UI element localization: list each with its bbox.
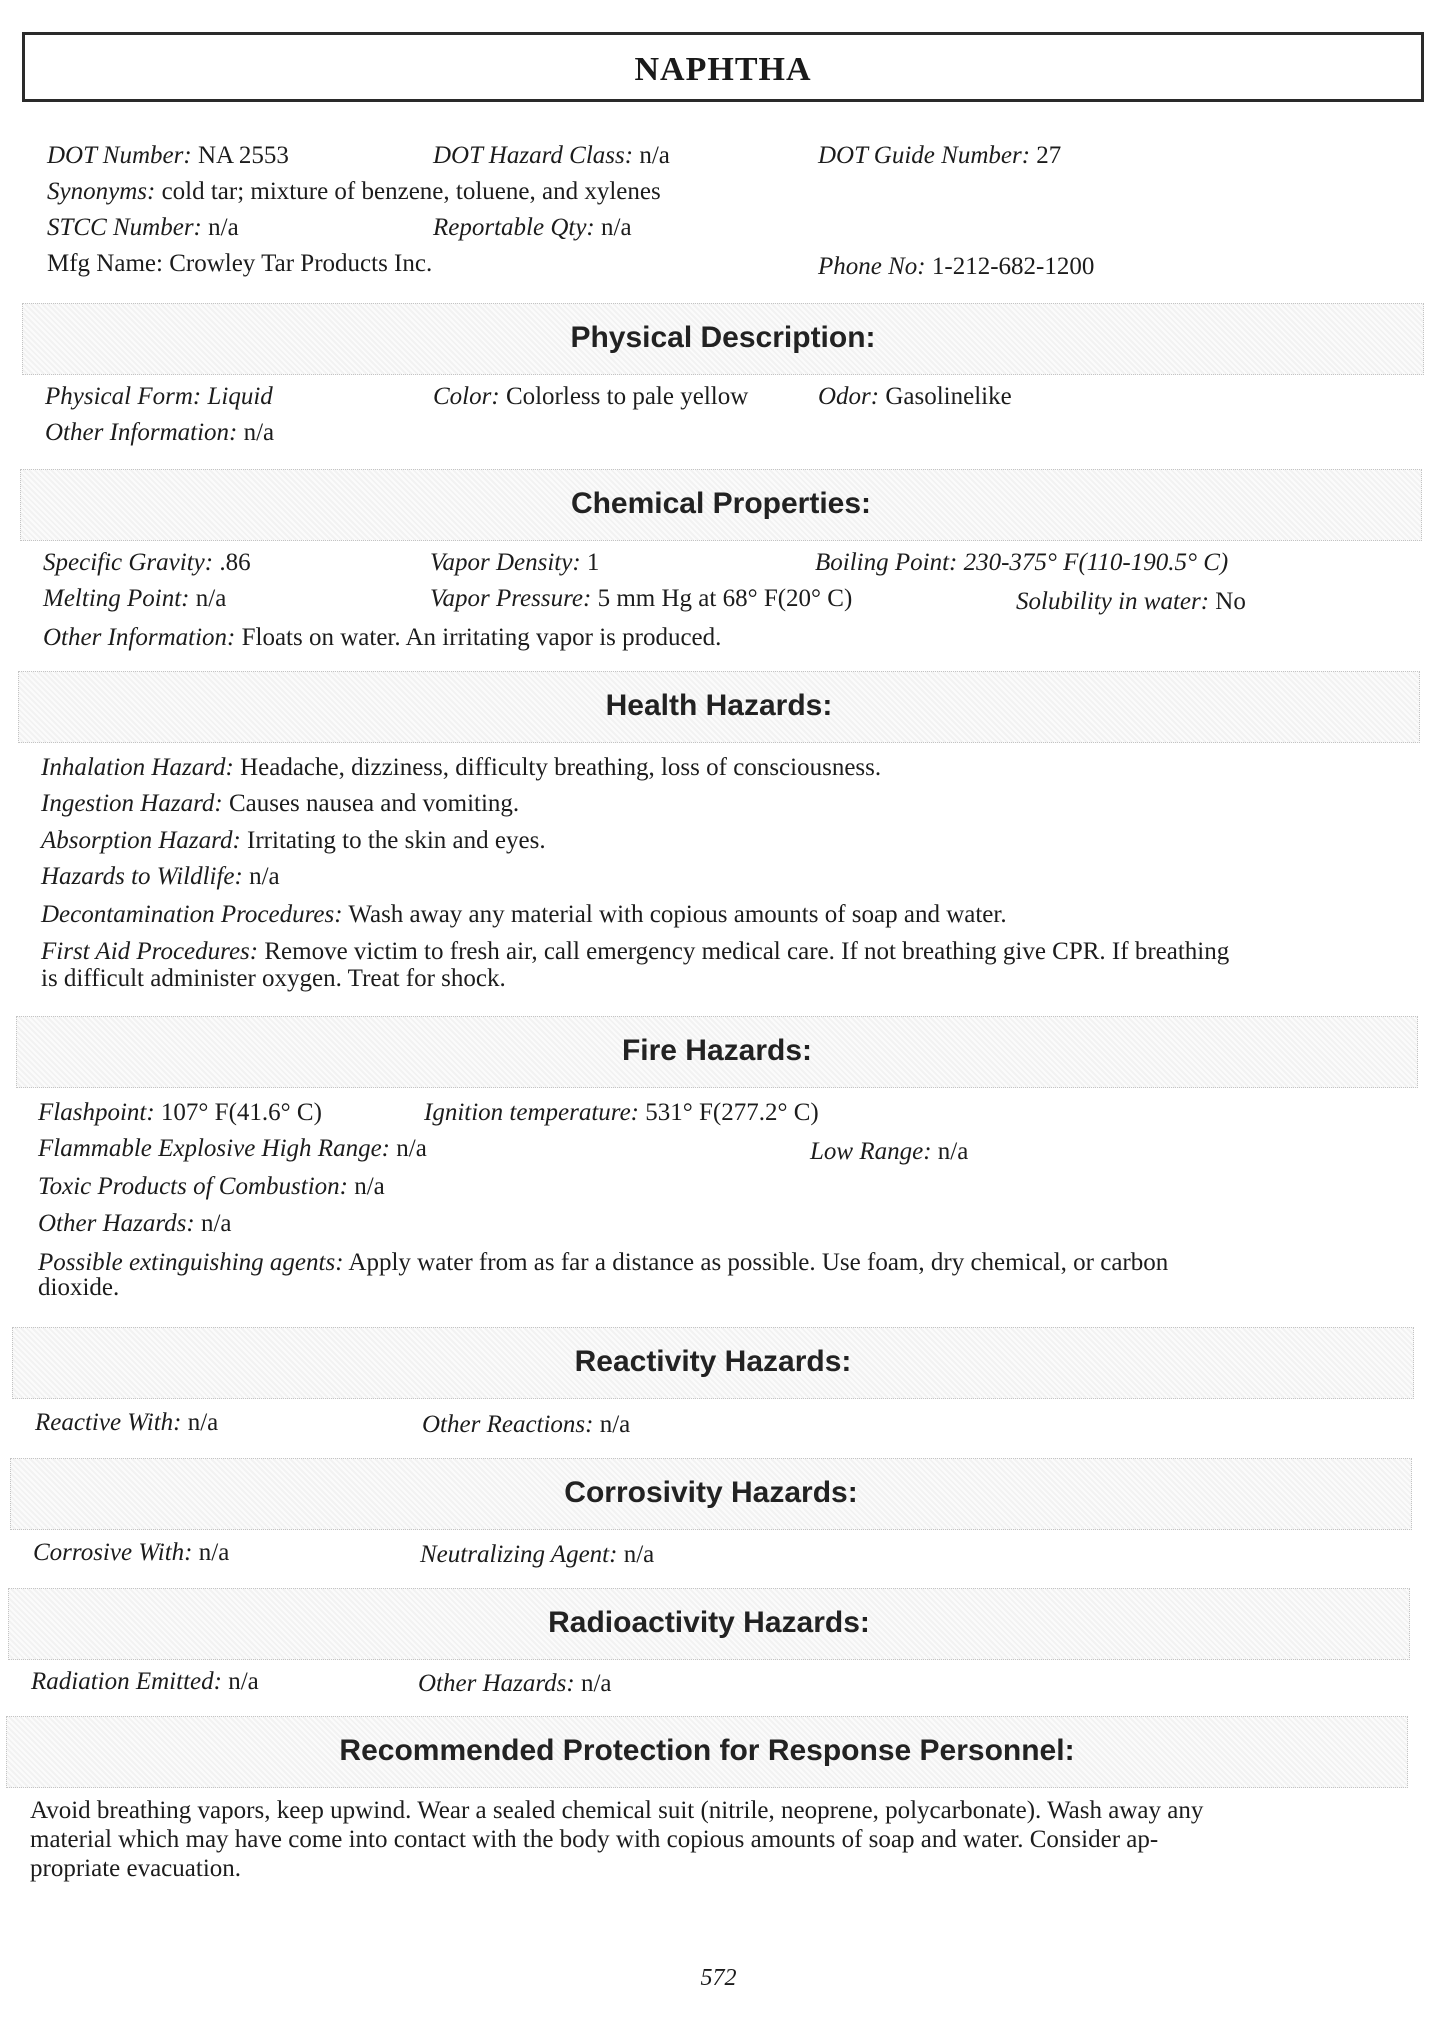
dot-hazard-class-field xyxy=(433,141,670,171)
extinguishing-agents-value: Apply water from as far a distance as possible. Use foam, dry chemical, or carbon xyxy=(348,1249,1169,1276)
odor-label: Odor: xyxy=(818,383,880,410)
corrosivity-hazards-band xyxy=(10,1458,1412,1530)
corrosive-with-field xyxy=(33,1538,229,1568)
radiation-emitted-value: n/a xyxy=(228,1668,259,1695)
color-value: Colorless to pale yellow xyxy=(505,383,749,410)
fire-other-hazards-field xyxy=(38,1209,232,1239)
protection-line: Avoid breathing vapors, keep upwind. Wear a sealed chemical suit (nitrile, neoprene, polycarbonate). Wash away any xyxy=(30,1797,1204,1824)
health-hazards-band xyxy=(18,671,1420,743)
dot-number-field xyxy=(47,141,289,171)
fire-other-hazards-value: n/a xyxy=(200,1210,232,1237)
other-reactions-field xyxy=(422,1410,630,1440)
phone-number-label: Phone No: xyxy=(818,253,926,280)
phone-number-field xyxy=(818,252,1094,282)
neutralizing-agent-label: Neutralizing Agent: xyxy=(420,1541,618,1568)
stcc-number-value: n/a xyxy=(208,214,239,241)
protection-band xyxy=(6,1716,1408,1788)
chemical-properties-heading: Chemical Properties: xyxy=(570,487,872,520)
absorption-hazard-value: Irritating to the skin and eyes. xyxy=(247,827,546,854)
reactive-with-value: n/a xyxy=(187,1409,219,1436)
flashpoint-label: Flashpoint: xyxy=(38,1099,155,1126)
decontamination-label: Decontamination Procedures: xyxy=(41,901,343,928)
high-range-label: Flammable Explosive High Range: xyxy=(38,1135,390,1162)
health-hazards-heading: Health Hazards: xyxy=(605,689,833,722)
specific-gravity-field xyxy=(43,548,251,578)
vapor-pressure-value: 5 mm Hg at 68° F(20° C) xyxy=(597,585,853,612)
fire-hazards-heading: Fire Hazards: xyxy=(621,1034,813,1067)
fire-other-hazards-label: Other Hazards: xyxy=(38,1210,195,1237)
physical-description-heading: Physical Description: xyxy=(570,321,876,354)
reportable-qty-label: Reportable Qty: xyxy=(433,214,595,241)
reactivity-hazards-band xyxy=(12,1327,1414,1399)
dot-guide-number-field xyxy=(818,141,1061,171)
protection-paragraph xyxy=(30,1796,1420,1883)
inhalation-hazard-field xyxy=(41,753,881,783)
fire-hazards-band xyxy=(16,1016,1418,1088)
boiling-point-label: Boiling Point: xyxy=(815,549,958,576)
title-box xyxy=(22,32,1424,102)
neutralizing-agent-value: n/a xyxy=(623,1541,655,1568)
first-aid-value: Remove victim to fresh air, call emergency medical care. If not breathing give CPR. If breathing xyxy=(264,938,1230,965)
ignition-temperature-label: Ignition temperature: xyxy=(424,1099,640,1126)
corrosivity-hazards-heading: Corrosivity Hazards: xyxy=(564,1476,858,1509)
dot-number-label: DOT Number: xyxy=(47,142,192,169)
other-reactions-value: n/a xyxy=(599,1411,631,1438)
stcc-number-field xyxy=(47,213,239,243)
physical-form-value: Liquid xyxy=(207,383,273,410)
ignition-temperature-value: 531° F(277.2° C) xyxy=(645,1099,819,1126)
vapor-density-value: 1 xyxy=(586,549,600,576)
reportable-qty-field xyxy=(433,213,632,243)
corrosive-with-label: Corrosive With: xyxy=(33,1539,193,1566)
low-range-field xyxy=(810,1137,968,1167)
radioactivity-hazards-heading: Radioactivity Hazards: xyxy=(548,1606,870,1639)
boiling-point-field xyxy=(815,548,1228,578)
inhalation-hazard-value: Headache, dizziness, difficulty breathing, loss of consciousness. xyxy=(240,754,882,781)
physical-other-info-label: Other Information: xyxy=(45,419,238,446)
synonyms-field xyxy=(47,177,661,207)
reactive-with-label: Reactive With: xyxy=(35,1409,182,1436)
synonyms-label: Synonyms: xyxy=(47,178,156,205)
reportable-qty-value: n/a xyxy=(601,214,632,241)
reactive-with-field xyxy=(35,1408,218,1438)
dot-hazard-class-value: n/a xyxy=(639,142,670,169)
decontamination-value: Wash away any material with copious amounts of soap and water. xyxy=(348,901,1007,928)
odor-field xyxy=(818,382,1012,412)
page-number: 572 xyxy=(700,1965,737,1991)
first-aid-value-line2: is difficult administer oxygen. Treat for shock. xyxy=(41,965,506,992)
melting-point-label: Melting Point: xyxy=(43,585,190,612)
absorption-hazard-label: Absorption Hazard: xyxy=(41,827,241,854)
other-reactions-label: Other Reactions: xyxy=(422,1411,594,1438)
ingestion-hazard-label: Ingestion Hazard: xyxy=(41,790,223,817)
vapor-density-label: Vapor Density: xyxy=(430,549,581,576)
protection-line: material which may have come into contact with the body with copious amounts of soap and water. Consider ap- xyxy=(30,1826,1159,1853)
mfg-name-label: Mfg Name: xyxy=(47,250,163,277)
low-range-label: Low Range: xyxy=(810,1138,932,1165)
physical-other-info-value: n/a xyxy=(243,419,275,446)
chemical-properties-band xyxy=(20,469,1422,541)
reactivity-hazards-heading: Reactivity Hazards: xyxy=(574,1345,852,1378)
vapor-density-field xyxy=(430,548,599,578)
boiling-point-value: 230-375° F(110-190.5° C) xyxy=(963,549,1229,576)
toxic-products-label: Toxic Products of Combustion: xyxy=(38,1173,348,1200)
solubility-label: Solubility in water: xyxy=(1016,588,1210,615)
page-title: NAPHTHA xyxy=(634,51,812,88)
specific-gravity-value: .86 xyxy=(219,549,251,576)
melting-point-value: n/a xyxy=(195,585,227,612)
radioactivity-other-hazards-label: Other Hazards: xyxy=(418,1670,575,1697)
protection-heading: Recommended Protection for Response Personnel: xyxy=(339,1734,1075,1767)
chemical-other-info-value: Floats on water. An irritating vapor is produced. xyxy=(241,624,722,651)
mfg-name-value: Crowley Tar Products Inc. xyxy=(169,250,433,277)
high-range-value: n/a xyxy=(396,1135,427,1162)
solubility-field xyxy=(1016,587,1246,617)
physical-form-label: Physical Form: xyxy=(45,383,202,410)
toxic-products-field xyxy=(38,1172,385,1202)
wildlife-hazard-value: n/a xyxy=(249,863,280,890)
color-label: Color: xyxy=(433,383,500,410)
dot-guide-number-value: 27 xyxy=(1036,142,1062,169)
vapor-pressure-label: Vapor Pressure: xyxy=(430,585,592,612)
radiation-emitted-field xyxy=(31,1667,259,1697)
wildlife-hazard-label: Hazards to Wildlife: xyxy=(41,863,243,890)
dot-hazard-class-label: DOT Hazard Class: xyxy=(433,142,634,169)
chemical-other-info-field xyxy=(43,623,721,653)
absorption-hazard-field xyxy=(41,826,546,856)
low-range-value: n/a xyxy=(937,1138,969,1165)
vapor-pressure-field xyxy=(430,584,852,614)
chemical-other-info-label: Other Information: xyxy=(43,624,236,651)
neutralizing-agent-field xyxy=(420,1540,654,1570)
mfg-name-field xyxy=(47,249,432,279)
stcc-number-label: STCC Number: xyxy=(47,214,202,241)
first-aid-label: First Aid Procedures: xyxy=(41,938,259,965)
protection-line: propriate evacuation. xyxy=(30,1855,242,1882)
radioactivity-hazards-band xyxy=(8,1588,1410,1660)
first-aid-field xyxy=(41,937,1421,993)
corrosive-with-value: n/a xyxy=(198,1539,230,1566)
melting-point-field xyxy=(43,584,226,614)
solubility-value: No xyxy=(1215,588,1246,615)
odor-value: Gasolinelike xyxy=(885,383,1012,410)
ingestion-hazard-field xyxy=(41,789,519,819)
decontamination-field xyxy=(41,900,1007,930)
physical-description-band xyxy=(22,303,1424,375)
dot-guide-number-label: DOT Guide Number: xyxy=(818,142,1031,169)
extinguishing-agents-value-line2: dioxide. xyxy=(38,1274,120,1301)
wildlife-hazard-field xyxy=(41,862,280,892)
physical-other-info-field xyxy=(45,418,274,448)
toxic-products-value: n/a xyxy=(354,1173,385,1200)
physical-form-field xyxy=(45,382,273,412)
extinguishing-agents-label: Possible extinguishing agents: xyxy=(38,1249,344,1276)
radioactivity-other-hazards-value: n/a xyxy=(580,1670,612,1697)
high-range-field xyxy=(38,1134,427,1164)
extinguishing-agents-field xyxy=(38,1248,1418,1302)
synonyms-value: cold tar; mixture of benzene, toluene, and xylenes xyxy=(161,178,661,205)
ignition-temperature-field xyxy=(424,1098,819,1128)
radiation-emitted-label: Radiation Emitted: xyxy=(31,1668,222,1695)
inhalation-hazard-label: Inhalation Hazard: xyxy=(41,754,234,781)
color-field xyxy=(433,382,748,412)
flashpoint-value: 107° F(41.6° C) xyxy=(160,1099,322,1126)
ingestion-hazard-value: Causes nausea and vomiting. xyxy=(228,790,520,817)
radioactivity-other-hazards-field xyxy=(418,1669,612,1699)
dot-number-value: NA 2553 xyxy=(197,142,289,169)
phone-number-value: 1-212-682-1200 xyxy=(931,253,1095,280)
flashpoint-field xyxy=(38,1098,322,1128)
specific-gravity-label: Specific Gravity: xyxy=(43,549,214,576)
